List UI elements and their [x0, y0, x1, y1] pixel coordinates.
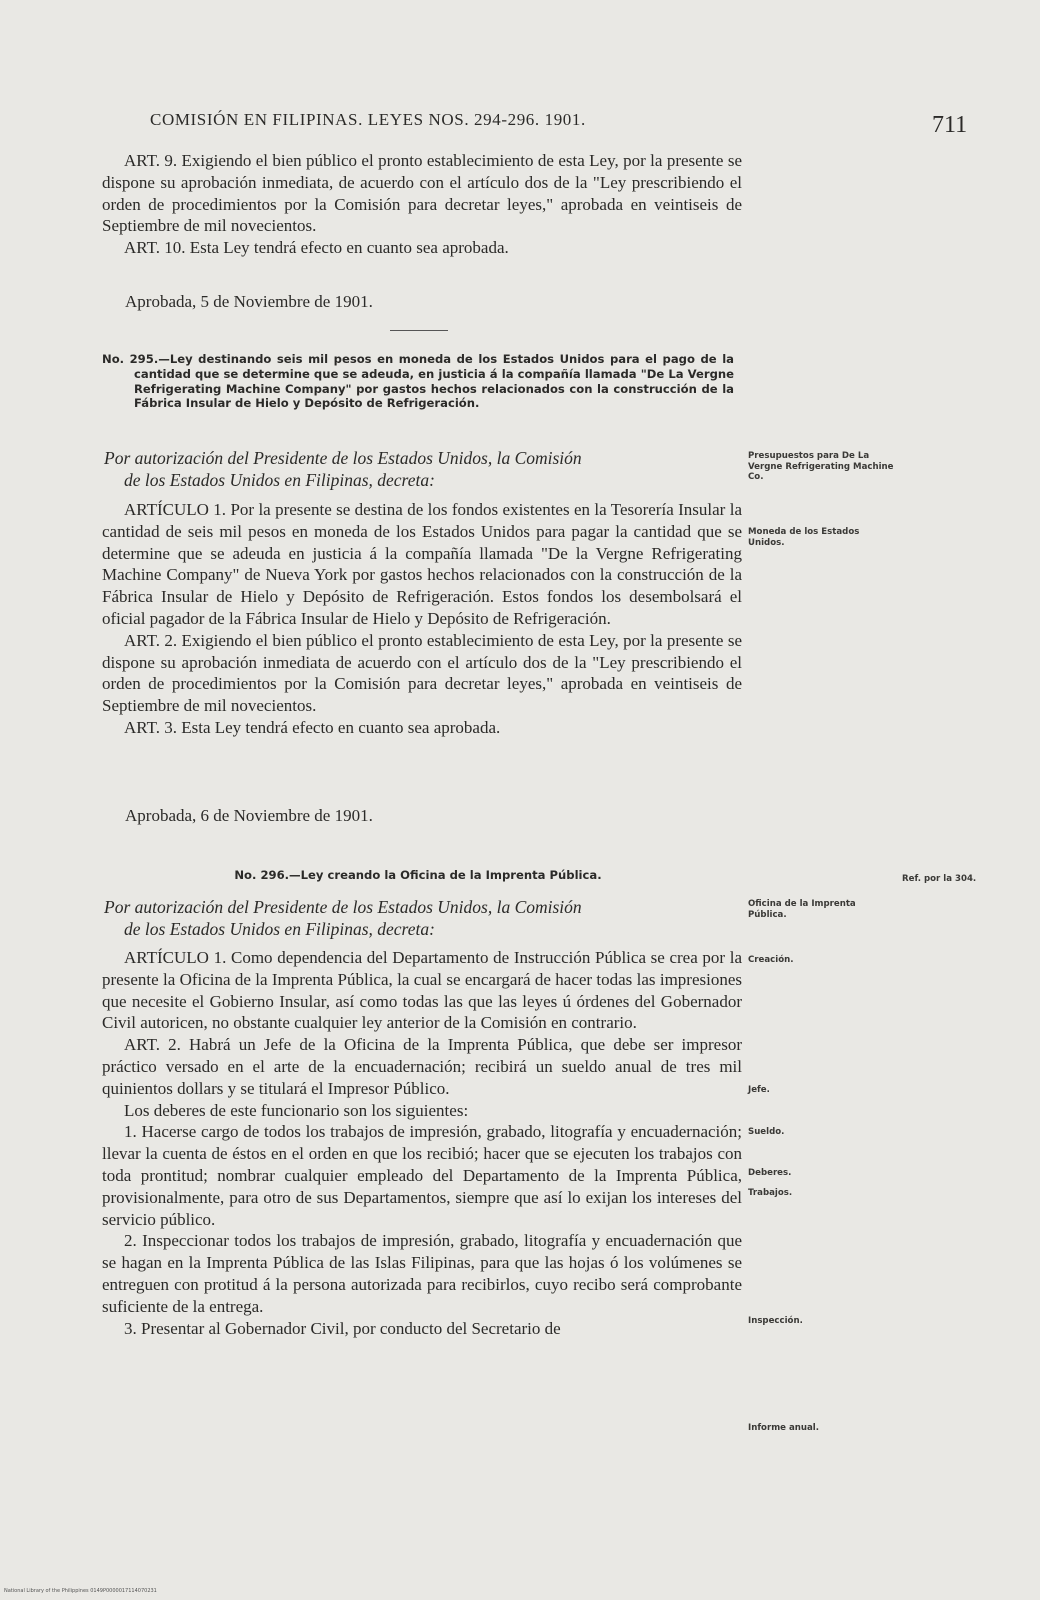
approval-date: Aprobada, 5 de Noviembre de 1901.	[125, 292, 373, 311]
section-divider	[390, 330, 448, 331]
margin-note-creacion: Creación.	[748, 955, 794, 965]
margin-note-jefe: Jefe.	[748, 1085, 770, 1095]
page-number: 711	[932, 112, 968, 138]
article-9: ART. 9. Exigiendo el bien público el pronto establecimiento de esta Ley, por la presente se dispone su aprobación inmediata, de acuerdo con el artículo dos de la "Ley prescribiendo el orden de procedimientos por la Comisión para decretar leyes," aprobada en veintiseis de Septiembre de mil novecientos.	[102, 151, 742, 236]
law-296-duty-3: 3. Presentar al Gobernador Civil, por conducto del Secretario de	[124, 1318, 561, 1338]
law-295-article-2: ART. 2. Exigiendo el bien público el pronto establecimiento de esta Ley, por la presente se dispone su aprobación inmediata de acuerdo con el artículo dos de la "Ley prescribiendo el orden de procedimientos por la Comisión para decretar leyes," aprobada en veintiseis de Septiembre de mil novecientos.	[102, 630, 742, 716]
law-295-title: No. 295.—Ley destinando seis mil pesos en moneda de los Estados Unidos para el pago de la cantidad que se determine que se adeuda, en justicia á la compañía llamada "De La Vergne Refrigerating Machine Company" por gastos hechos relacionados con la construcción de la Fábrica Insular de Hielo y Depósito de Refrigeración.	[102, 352, 734, 411]
law-295-article-1: ARTÍCULO 1. Por la presente se destina de los fondos existentes en la Tesorería Insular la cantidad de seis mil pesos en moneda de los Estados Unidos para pagar la cantidad que se determine que se adeuda en justicia á la compañía llamada "De la Vergne Refrigerating Machine Company" de Nueva York por gastos hechos relacionados con la construcción de la Fábrica Insular de Hielo y Depósito de Refrigeración. Estos fondos los desembolsará el oficial pagador de la Fábrica Insular de Hielo y Depósito de Refrigeración.	[102, 500, 742, 628]
law-296-duty-2: 2. Inspeccionar todos los trabajos de impresión, grabado, litografía y encuadernación que se hagan en la Imprenta Pública de las Islas Filipinas, para que las hojas ó los volúmenes se entreguen con protitud á la persona autorizada para recibirlos, cuyo recibo será comprobante suficiente de la entrega.	[102, 1231, 742, 1316]
margin-note-moneda: Moneda de los Estados Unidos.	[748, 527, 860, 548]
law-295-enacting-clause: Por autorización del Presidente de los Estados Unidos, la Comisión de los Estados Unidos en Filipinas, decreta:	[104, 448, 582, 490]
margin-note-oficina: Oficina de la Imprenta Pública.	[748, 899, 856, 920]
law-296-duties-intro: Los deberes de este funcionario son los siguientes:	[124, 1100, 469, 1120]
article-10: ART. 10. Esta Ley tendrá efecto en cuanto sea aprobada.	[124, 238, 509, 258]
margin-note-deberes: Deberes.	[748, 1168, 792, 1178]
law-296-duty-1: 1. Hacerse cargo de todos los trabajos de impresión, grabado, litografía y encuadernación; llevar la cuenta de éstos en el orden en que los recibió; hacer que se ejecuten los trabajos con toda prontitud; nombrar cualquier empleado del Departamento de la Imprenta Pública, provisionalmente, para otro de sus Departamentos, siempre que así lo exijan los intereses del servicio público.	[102, 1122, 742, 1229]
previous-law-articles	[102, 150, 742, 259]
margin-note-ref: Ref. por la 304.	[902, 874, 977, 884]
law-296-article-1: ARTÍCULO 1. Como dependencia del Departamento de Instrucción Pública se crea por la presente la Oficina de la Imprenta Pública, la cual se encargará de hacer todas las impresiones que necesite el Gobierno Insular, así como todas las que las leyes ú órdenes del Gobernador Civil autoricen, no obstante cualquier ley anterior de la Comisión en contrario.	[102, 948, 742, 1033]
margin-note-sueldo: Sueldo.	[748, 1127, 785, 1137]
law-296-article-2: ART. 2. Habrá un Jefe de la Oficina de la Imprenta Pública, que debe ser impresor práctico versado en el arte de la encuadernación; recibirá un sueldo anual de tres mil quinientos dollars y se titulará el Impresor Público.	[102, 1035, 742, 1098]
law-296-title: No. 296.—Ley creando la Oficina de la Imprenta Pública.	[234, 868, 602, 882]
margin-note-trabajos: Trabajos.	[748, 1188, 793, 1198]
law-295-articles	[102, 499, 742, 739]
library-imprint: National Library of the Philippines 0149P0000017114070231	[4, 1588, 157, 1594]
law-296-enacting-clause: Por autorización del Presidente de los Estados Unidos, la Comisión de los Estados Unidos en Filipinas, decreta:	[104, 897, 582, 939]
law-295-article-3: ART. 3. Esta Ley tendrá efecto en cuanto sea aprobada.	[124, 717, 501, 737]
law-296-articles	[102, 947, 742, 1339]
margin-note-presupuestos: Presupuestos para De La Vergne Refrigerating Machine Co.	[748, 451, 894, 482]
law-295-approval-date: Aprobada, 6 de Noviembre de 1901.	[125, 806, 373, 825]
margin-note-informe: Informe anual.	[748, 1423, 820, 1433]
running-header: COMISIÓN EN FILIPINAS. LEYES NOS. 294-296. 1901.	[150, 110, 586, 129]
margin-note-inspeccion: Inspección.	[748, 1316, 803, 1326]
